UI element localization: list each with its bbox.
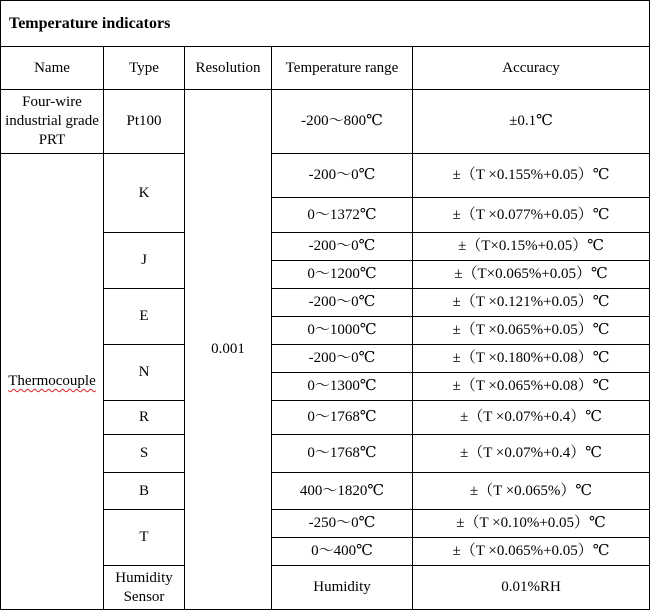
type-b: B [104,473,185,510]
prt-accuracy: ±0.1℃ [413,90,650,154]
range-cell: -200～0℃ [272,345,413,373]
accuracy-cell: ±（T×0.15%+0.05）℃ [413,233,650,261]
range-cell: -200～0℃ [272,289,413,317]
accuracy-cell: ±（T×0.065%+0.05）℃ [413,261,650,289]
humidity-name: Humidity Sensor [104,566,185,610]
type-j: J [104,233,185,289]
prt-range: -200～800℃ [272,90,413,154]
accuracy-cell: ±（T ×0.065%+0.08）℃ [413,373,650,401]
range-cell: 0～400℃ [272,538,413,566]
thermocouple-name [1,154,104,610]
type-t: T [104,510,185,566]
accuracy-cell: ±（T ×0.180%+0.08）℃ [413,345,650,373]
type-s: S [104,435,185,473]
accuracy-cell: ±（T ×0.155%+0.05）℃ [413,154,650,198]
range-cell: -250～0℃ [272,510,413,538]
range-cell: 400～1820℃ [272,473,413,510]
range-cell: 0～1768℃ [272,435,413,473]
table-title: Temperature indicators [1,1,650,47]
shared-resolution: 0.001 [185,90,272,610]
range-cell: 0～1200℃ [272,261,413,289]
type-k: K [104,154,185,233]
range-cell: -200～0℃ [272,154,413,198]
accuracy-cell: ±（T ×0.065%+0.05）℃ [413,317,650,345]
accuracy-cell: ±（T ×0.10%+0.05）℃ [413,510,650,538]
range-cell: 0～1372℃ [272,198,413,233]
type-r: R [104,401,185,435]
accuracy-cell: ±（T ×0.121%+0.05）℃ [413,289,650,317]
prt-name: Four-wire industrial grade PRT [1,90,104,154]
accuracy-cell: ±（T ×0.065%+0.05）℃ [413,538,650,566]
humidity-type: Humidity [272,566,413,610]
accuracy-cell: ±（T ×0.07%+0.4）℃ [413,435,650,473]
accuracy-cell: ±（T ×0.077%+0.05）℃ [413,198,650,233]
range-cell: 0～1768℃ [272,401,413,435]
header-type: Type [104,47,185,90]
range-cell: 0～1000℃ [272,317,413,345]
range-cell: -200～0℃ [272,233,413,261]
thermocouple-label: Thermocouple [8,373,96,389]
type-n: N [104,345,185,401]
accuracy-cell: ±（T ×0.07%+0.4）℃ [413,401,650,435]
header-accuracy: Accuracy [413,47,650,90]
header-temperature-range: Temperature range [272,47,413,90]
header-resolution: Resolution [185,47,272,90]
accuracy-cell: ±（T ×0.065%）℃ [413,473,650,510]
humidity-resolution: 0.01%RH [413,566,650,610]
range-cell: 0～1300℃ [272,373,413,401]
header-name: Name [1,47,104,90]
prt-type: Pt100 [104,90,185,154]
type-e: E [104,289,185,345]
